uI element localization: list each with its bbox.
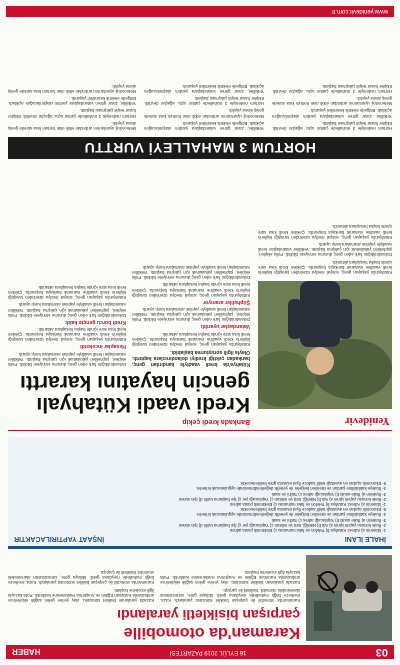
page-number: 03 — [375, 646, 388, 658]
notice-item: 2- İhale konusu yapım işinin a) Adı b) Niteliği, türü ve miktarı c) Yapılacağı yer ç) İşe başlama tarihi d) İşin süresi — [178, 496, 386, 502]
newspaper-logo: Yenidevir — [344, 415, 390, 427]
main-story-paragraph: Dolandırıldığını fark eden genç durumu emniyete bildirdi. Polis ekipleri, şüphelileri yakalamak için çalışma başlattı. Yetkililer vatandaşları kredi vaadiyle yapılan aramalara karşı uyardı. — [8, 351, 126, 367]
page-footer-bar — [6, 6, 394, 17]
main-story-col-3 — [258, 167, 392, 275]
notice-title: İHALE İLANI — [344, 535, 386, 542]
bottom-paragraph: Yetkililer, zarar gören vatandaşlara yardım ulaştırılacağını açıkladı. Bölgede elektrik kesintileri yaşandı. — [144, 83, 264, 94]
main-story-headline-2: gencin hayatını kararttı — [20, 371, 250, 394]
main-story-subhead: Vatandaşlar uyarıldı — [200, 323, 250, 330]
footer-text: www.yenidevir.com.tr — [331, 8, 388, 15]
section-label: HABER — [12, 647, 41, 657]
main-story-paragraph: Kütahya'da yaşayan genç, sosyal medya üzerinden tanıştığı kişilerin kredi vaadine inanarak bankaya başvurdu. Çekilen kredi kısa süre içinde başka hesaplara aktarıldı. — [132, 282, 250, 298]
divider — [8, 430, 392, 431]
main-story-paragraph: Kütahya'da yaşayan genç, sosyal medya üzerinden tanıştığı kişilerin kredi vaadine inanarak bankaya başvurdu. Çekilen kredi kısa süre içinde başka hesaplara aktarıldı. — [132, 331, 250, 347]
bottom-paragraph: Meteoroloji uyarılarının ardından etkili olan hortum kısa sürede geniş alana yayıldı. — [8, 83, 136, 94]
main-story-col-1 — [132, 167, 250, 367]
page-header-bar — [6, 645, 394, 659]
notice-subtitle: İNŞAAT YAPTIRILACAKTIR — [14, 535, 105, 542]
hortum-banner: HORTUM 3 MAHALLEYİ VURTTU — [8, 137, 392, 159]
main-story-kicker: Bankada kredi çekip — [182, 418, 250, 425]
main-story-paragraph: Kütahya'da yaşayan genç, sosyal medya üzerinden tanıştığı kişilerin kredi vaadine inanarak bankaya başvurdu. Çekilen kredi kısa süre içinde başka hesaplara aktarıldı. — [258, 224, 392, 240]
notice-item: 1- İdarenin a) Adresi: Kütahya b) Telefon ve faks numarası c) Elektronik posta adresi — [229, 528, 386, 533]
bottom-col-2 — [144, 19, 264, 131]
notice-item: 4- İhaleye katılabilme şartları ve istenilen belgeler ile yeterlik değerlendirmesinde uygulanacak kriterler. — [195, 486, 386, 492]
main-story-photo — [258, 281, 392, 409]
accident-photo — [306, 555, 392, 641]
top-story-text-col2 — [8, 553, 154, 603]
bottom-paragraph: Hortum nedeniyle 3 mahallede çatılar uçtu, ağaçlar devrildi. Ekipler hasar tespit çalışması başlattı. — [272, 83, 392, 94]
bottom-paragraph: Yetkililer, zarar gören vatandaşlara yardım ulaştırılacağını açıkladı. Bölgede elektrik kesintileri yaşandı. — [8, 95, 136, 107]
bottom-paragraph: Hortum nedeniyle 3 mahallede çatılar uçtu, ağaçlar devrildi. Ekipler hasar tespit çalışması başlattı. — [8, 108, 136, 119]
notice-item: 3- İhalenin a) İhale usulü b) Yapılacağı adres c) Tarihi ve saati — [271, 491, 386, 497]
top-story-paragraph: Karaman'da otomobil ile çarpışan bisiklet sürücüsü yaralandı. Kaza, merkeze bağlı mahallede meydana geldi. İddiaya göre, sürücüsünün idaresindeki otomobil, bisikletli ile çarpıştı. — [8, 569, 154, 586]
bottom-col-1 — [272, 19, 392, 131]
notice-item: 5- Ekonomik açıdan en avantajlı teklif sadece fiyat esasına göre belirlenecektir. — [239, 507, 386, 513]
top-story-paragraph: Karaman'da otomobil ile çarpışan bisiklet sürücüsü yaralandı. Kaza, merkeze bağlı mahallede meydana geldi. İddiaya göre, sürücüsünün idaresindeki otomobil, bisikletli ile çarpıştı. — [160, 587, 300, 603]
bottom-paragraph: Meteoroloji uyarılarının ardından etkili olan hortum kısa sürede geniş alana yayıldı. — [272, 95, 392, 107]
notice-item: 1- İdarenin a) Adresi: Kütahya b) Telefon ve faks numarası c) Elektronik posta adresi — [229, 501, 386, 507]
main-story-col-2 — [8, 167, 126, 367]
bottom-paragraph: Hortum nedeniyle 3 mahallede çatılar uçtu, ağaçlar devrildi. Ekipler hasar tespit çalışması başlattı. — [144, 95, 264, 107]
tender-notice — [8, 437, 392, 549]
notice-item: 4- İhaleye katılabilme şartları ve istenilen belgeler ile yeterlik değerlendirmesinde uygulanacak kriterler. — [195, 512, 386, 518]
bottom-col-3 — [8, 19, 136, 131]
bottom-paragraph: Yetkililer, zarar gören vatandaşlara yardım ulaştırılacağını açıkladı. Bölgede elektrik kesintileri yaşandı. — [144, 120, 264, 131]
notice-item: 5- Ekonomik açıdan en avantajlı teklif sadece fiyat esasına göre belirlenecektir. — [239, 481, 386, 487]
main-story-lede: Kütahya'da kredi vaadiyle kandırılan genç, bankadan çektiği krediyi dolandırıcılara kaptırdı. Olayla ilgili soruşturma başlatıldı. — [132, 349, 250, 367]
bottom-paragraph: Meteoroloji uyarılarının ardından etkili olan hortum kısa sürede geniş alana yayıldı. — [8, 120, 136, 131]
main-story-subhead: Şüpheliler aranıyor — [203, 298, 250, 305]
main-story-headline-1: Kredi vaadi Kütahyalı — [36, 393, 250, 416]
main-story-paragraph: Dolandırıldığını fark eden genç durumu emniyete bildirdi. Polis ekipleri, şüphelileri yakalamak için çalışma başlattı. Yetkililer vatandaşları kredi vaadiyle yapılan aramalara karşı uyardı. — [132, 306, 250, 323]
top-story-paragraph: Kazada yaralanan bisiklet sürücüsü, olay yerine gelen sağlık ekiplerince ambulansla Karaman Eğitim ve Araştırma Hastanesine kaldırıldı. Polis kazayla ilgili inceleme başlattı. — [8, 587, 154, 603]
notice-item: 2- İhale konusu yapım işinin a) Adı b) Niteliği, türü ve miktarı c) Yapılacağı yer ç) İşe başlama tarihi d) İşin süresi — [178, 522, 386, 528]
top-story-headline-1: Karaman'da otomobille — [123, 624, 300, 641]
main-story-subhead: Kredi borcu gençte kaldı — [65, 318, 126, 325]
notice-item: 3- İhalenin a) İhale usulü b) Yapılacağı adres c) Tarihi ve saati — [271, 517, 386, 523]
top-story-paragraph: Kazada yaralanan bisiklet sürücüsü, olay yerine gelen sağlık ekiplerince ambulansla Karaman Eğitim ve Araştırma Hastanesine kaldırıldı. Polis kazayla ilgili inceleme başlattı. — [160, 569, 300, 586]
bottom-paragraph: Meteoroloji uyarılarının ardından etkili olan hortum kısa sürede geniş alana yayıldı. — [144, 108, 264, 119]
main-story-paragraph: Dolandırıldığını fark eden genç durumu emniyete bildirdi. Polis ekipleri, şüphelileri yakalamak için çalışma başlattı. Yetkililer vatandaşları kredi vaadiyle yapılan aramalara karşı uyardı. — [8, 302, 126, 318]
bottom-paragraph: Yetkililer, zarar gören vatandaşlara yardım ulaştırılacağını açıkladı. Bölgede elektrik kesintileri yaşandı. — [272, 108, 392, 119]
issue-date: 16 EYLÜL 2019 PAZARTESİ — [169, 649, 247, 655]
bottom-paragraph: Hortum nedeniyle 3 mahallede çatılar uçtu, ağaçlar devrildi. Ekipler hasar tespit çalışması başlattı. — [272, 120, 392, 131]
top-story-headline-2: çarpışan bisikletli yaralandı — [117, 607, 300, 623]
top-story-text — [160, 553, 300, 603]
main-story-paragraph: Dolandırıldığını fark eden genç durumu emniyete bildirdi. Polis ekipleri, şüphelileri yakalamak için çalışma başlattı. Yetkililer vatandaşları kredi vaadiyle yapılan aramalara karşı uyardı. — [258, 241, 392, 258]
main-story-paragraph: Kütahya'da yaşayan genç, sosyal medya üzerinden tanıştığı kişilerin kredi vaadine inanarak bankaya başvurdu. Çekilen kredi kısa süre içinde başka hesaplara aktarıldı. — [8, 284, 126, 301]
main-story-subhead: Hesaplar incelendi — [80, 343, 126, 350]
main-story-paragraph: Dolandırıldığını fark eden genç durumu emniyete bildirdi. Polis ekipleri, şüphelileri yakalamak için çalışma başlattı. Yetkililer vatandaşları kredi vaadiyle yapılan aramalara karşı uyardı. — [132, 264, 250, 281]
main-story-paragraph: Kütahya'da yaşayan genç, sosyal medya üzerinden tanıştığı kişilerin kredi vaadine inanarak bankaya başvurdu. Çekilen kredi kısa süre içinde başka hesaplara aktarıldı. — [258, 259, 392, 275]
main-story-paragraph: Kütahya'da yaşayan genç, sosyal medya üzerinden tanıştığı kişilerin kredi vaadine inanarak bankaya başvurdu. Çekilen kredi kısa süre içinde başka hesaplara aktarıldı. — [8, 326, 126, 343]
